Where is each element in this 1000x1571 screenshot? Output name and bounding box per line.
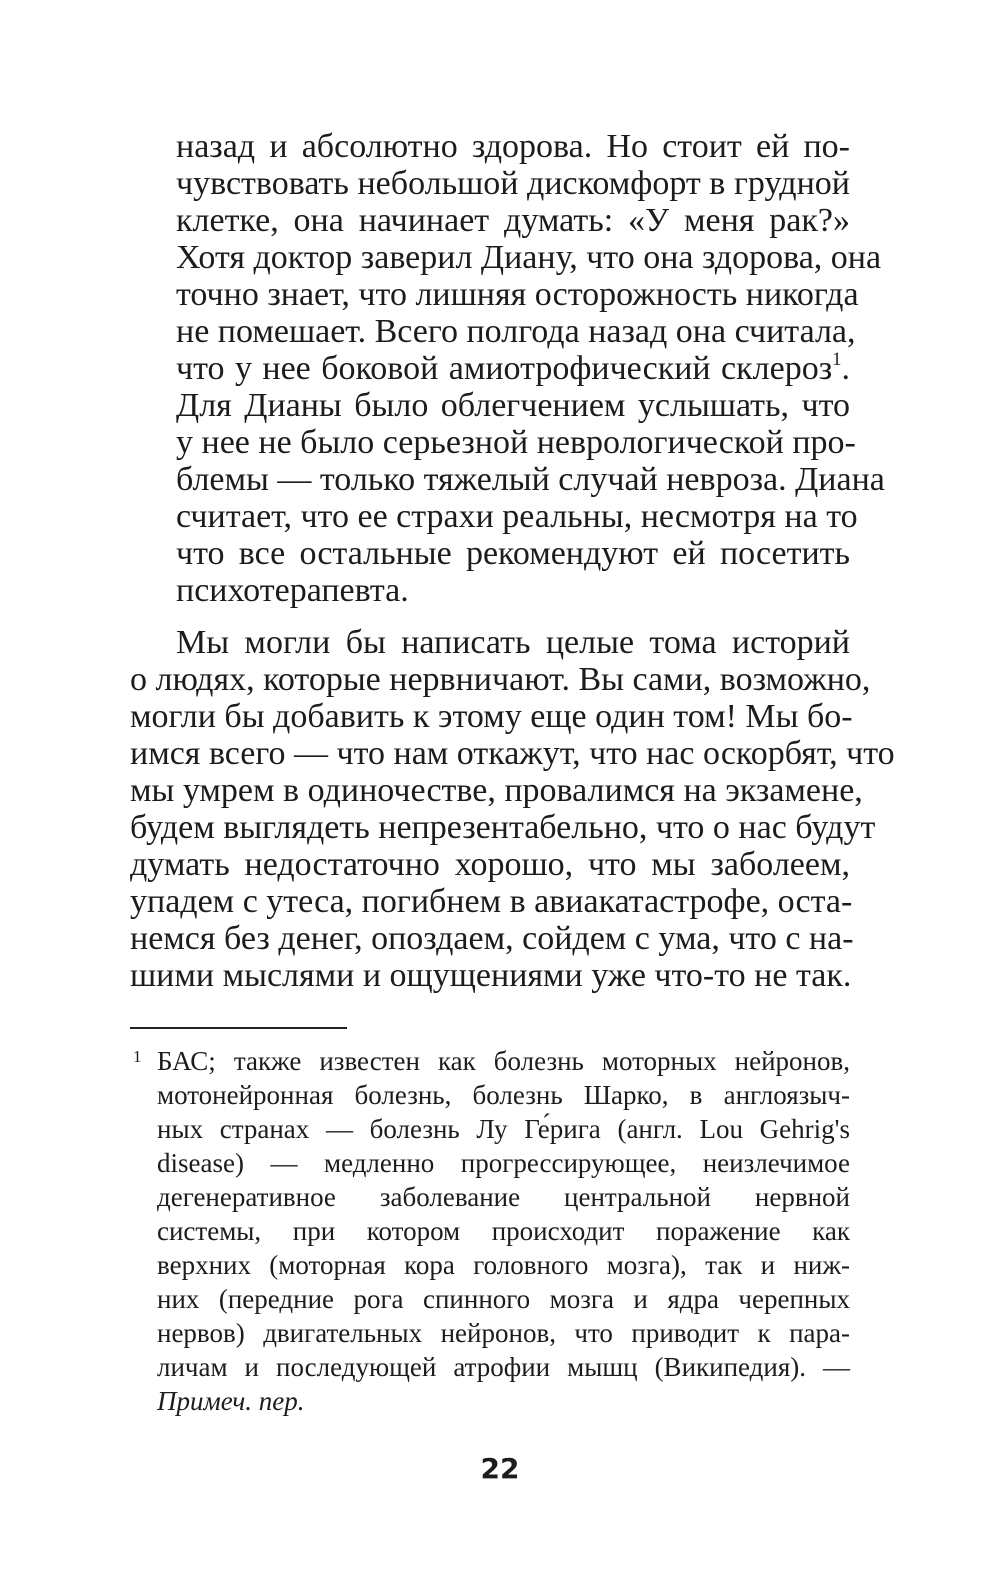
text-line: Для Дианы было облегчением услышать, что [176, 387, 850, 424]
footnote-line: нервов) двигательных нейронов, что приводит к пара- [157, 1318, 850, 1348]
footnote-line: личам и последующей атрофии мышц (Википедия). — [157, 1352, 850, 1382]
text-line: чувствовать небольшой дискомфорт в грудной [176, 165, 850, 202]
footnote-line: БАС; также известен как болезнь моторных нейронов, [157, 1046, 850, 1076]
text-line: немся без денег, опоздаем, сойдем с ума, что с на- [130, 920, 854, 957]
footnote-line: дегенеративное заболевание центральной нервной [157, 1182, 850, 1212]
text-line: шими мыслями и ощущениями уже что-то не так. [130, 957, 852, 994]
footnote-separator [130, 1027, 347, 1029]
text-line: блемы — только тяжелый случай невроза. Диана [176, 461, 885, 498]
text-line: клетке, она начинает думать: «У меня рак?» [176, 202, 850, 239]
text-line: у нее не было серьезной неврологической про- [176, 424, 856, 461]
text-line: упадем с утеса, погибнем в авиакатастрофе, оста- [130, 883, 853, 920]
footnote-line: ных странах — болезнь Лу Ге́рига (англ. Lou Gehrig's [157, 1114, 850, 1144]
translator-note: Примеч. пер. [157, 1386, 305, 1416]
footnote-line: disease) — медленно прогрессирующее, неизлечимое [157, 1148, 850, 1178]
text-line: не помешает. Всего полгода назад она считала, [176, 313, 856, 350]
text-line: мы умрем в одиночестве, провалимся на экзамене, [130, 772, 863, 809]
text-line: о людях, которые нервничают. Вы сами, возможно, [130, 661, 871, 698]
text-line: назад и абсолютно здорова. Но стоит ей по- [176, 128, 850, 165]
text-line-with-footnote-ref [176, 350, 850, 387]
text-segment: что у нее боковой амиотрофический склероз [176, 350, 833, 387]
text-line: будем выглядеть непрезентабельно, что о нас будут [130, 809, 876, 846]
text-line: считает, что ее страхи реальны, несмотря на то [176, 498, 858, 535]
footnote-number: 1 [133, 1047, 142, 1066]
period: . [841, 350, 850, 387]
footnote-line: них (передние рога спинного мозга и ядра черепных [157, 1284, 850, 1314]
text-line: что все остальные рекомендуют ей посетить [176, 535, 850, 572]
text-line: думать недостаточно хорошо, что мы заболеем, [130, 846, 850, 883]
text-line: психотерапевта. [176, 572, 409, 609]
text-line: имся всего — что нам откажут, что нас оскорбят, что [130, 735, 895, 772]
footnote-line: системы, при котором происходит поражение как [157, 1216, 850, 1246]
text-line: Хотя доктор заверил Диану, что она здорова, она [176, 239, 882, 276]
text-line: Мы могли бы написать целые тома историй [176, 624, 850, 661]
text-line: могли бы добавить к этому еще один том! Мы бо- [130, 698, 853, 735]
footnote-reference: 1 [832, 348, 842, 370]
footnote-line: верхних (моторная кора головного мозга), так и ниж- [157, 1250, 850, 1280]
text-line: точно знает, что лишняя осторожность никогда [176, 276, 859, 313]
page-number: 22 [480, 1452, 520, 1485]
footnote-line: мотонейронная болезнь, болезнь Шарко, в англоязыч- [157, 1080, 850, 1110]
